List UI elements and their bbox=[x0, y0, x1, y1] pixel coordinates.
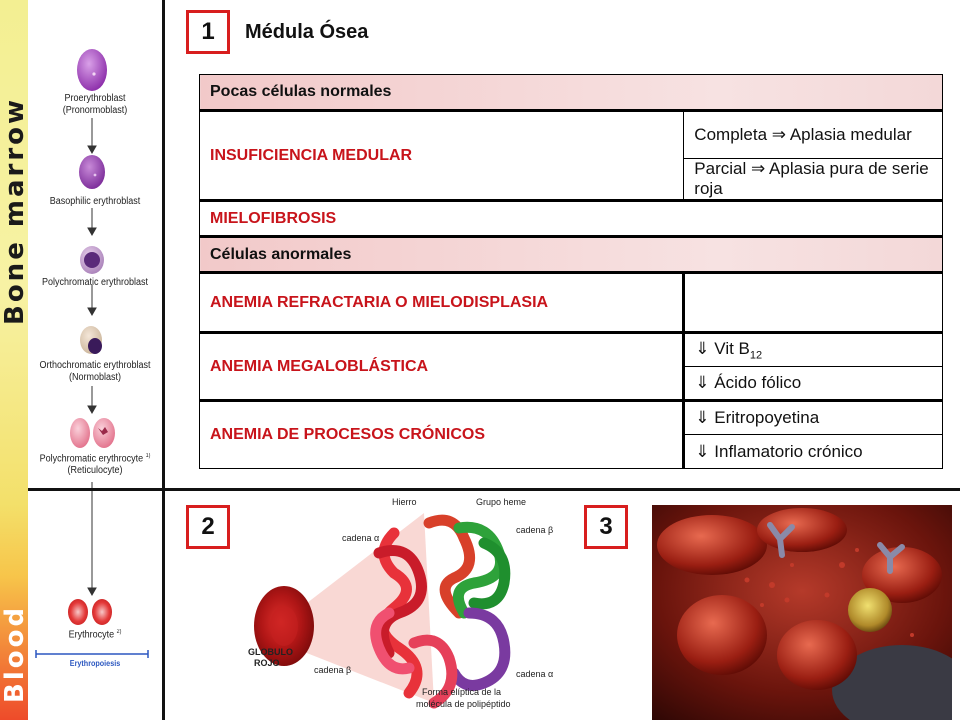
cell-refractaria-empty bbox=[684, 273, 943, 333]
orthochromatic-label: Orthochromatic erythroblast (Normoblast) bbox=[39, 360, 151, 383]
reticulocyte-cells bbox=[70, 418, 115, 448]
reticulocyte-label: Polychromatic erythrocyte $^{1)}$ (Reticulocyte) bbox=[39, 453, 151, 476]
cell-vit-b12: ⇓ Vit $B_{12}$ bbox=[684, 333, 943, 367]
polychromatic-erythroblast-cell bbox=[80, 246, 104, 274]
header-abnormal-cells: Células anormales bbox=[200, 237, 943, 273]
header-row-abnormal-cells bbox=[200, 237, 943, 273]
label-refractaria: ANEMIA REFRACTARIA O MIELODISPLASIA bbox=[200, 273, 684, 333]
label-forma-1: Forma elíptica de la bbox=[422, 687, 502, 697]
label-cadena-a1: cadena α bbox=[342, 533, 380, 543]
anemia-classification-table bbox=[199, 74, 943, 469]
row-cronicos-1 bbox=[200, 401, 943, 435]
cell-inflamatorio: ⇓ Inflamatorio crónico bbox=[684, 435, 943, 469]
horizontal-divider bbox=[28, 488, 960, 491]
label-cronicos: ANEMIA DE PROCESOS CRÓNICOS bbox=[200, 401, 684, 469]
white-blood-cell bbox=[848, 588, 892, 632]
basophilic-label: Basophilic erythroblast bbox=[49, 196, 141, 207]
erythropoiesis-caption: Erythropoiesis bbox=[69, 659, 121, 668]
label-cadena-a2: cadena α bbox=[516, 669, 554, 679]
header-row-normal-cells bbox=[200, 75, 943, 111]
section-title: Médula Ósea bbox=[245, 21, 369, 43]
row-mielofibrosis bbox=[200, 201, 943, 237]
label-mielofibrosis: MIELOFIBROSIS bbox=[200, 201, 943, 237]
polychromatic-erythroblast-label: Polychromatic erythroblast bbox=[41, 277, 149, 288]
bone-marrow-label: Bone marrow bbox=[0, 96, 30, 325]
erythrocyte-cells bbox=[68, 599, 112, 625]
label-rojo: ROJO bbox=[254, 658, 280, 668]
cell-eritropoyetina: ⇓ Eritropoyetina bbox=[684, 401, 943, 435]
row-refractaria bbox=[200, 273, 943, 333]
blood-vessel-illustration bbox=[652, 505, 952, 720]
label-cadena-b2: cadena β bbox=[314, 665, 352, 675]
badge-3: 3 bbox=[584, 505, 628, 549]
label-globulo: GLOBULO bbox=[248, 647, 293, 657]
header-normal-cells: Pocas células normales bbox=[200, 75, 943, 111]
label-megaloblastica: ANEMIA MEGALOBLÁSTICA bbox=[200, 333, 684, 401]
cell-acido-folico: ⇓ Ácido fólico bbox=[684, 367, 943, 401]
row-megaloblastica-1 bbox=[200, 333, 943, 367]
cell-completa: Completa ⇒ Aplasia medular bbox=[684, 111, 943, 159]
row-insuficiencia-1 bbox=[200, 111, 943, 159]
blood-label: Blood bbox=[0, 604, 30, 703]
label-cadena-b1: cadena β bbox=[516, 525, 554, 535]
badge-2: 2 bbox=[186, 505, 230, 549]
badge-1: 1 bbox=[186, 10, 230, 54]
vertical-divider bbox=[162, 0, 165, 720]
proerythroblast-label: Proerythroblast (Pronormoblast) bbox=[62, 93, 128, 116]
label-forma-2: molécula de polipéptido bbox=[416, 699, 511, 709]
proerythroblast-cell bbox=[77, 49, 107, 91]
hemoglobin-illustration bbox=[244, 493, 566, 720]
erythrocyte-label: Erythrocyte $^{2)}$ bbox=[68, 629, 122, 641]
label-hierro: Hierro bbox=[392, 497, 417, 507]
orthochromatic-cell bbox=[80, 326, 102, 354]
label-grupo-heme: Grupo heme bbox=[476, 497, 527, 507]
basophilic-cell bbox=[79, 155, 105, 189]
cell-parcial: Parcial ⇒ Aplasia pura de serie roja bbox=[684, 159, 943, 201]
label-insuficiencia: INSUFICIENCIA MEDULAR bbox=[200, 111, 684, 201]
